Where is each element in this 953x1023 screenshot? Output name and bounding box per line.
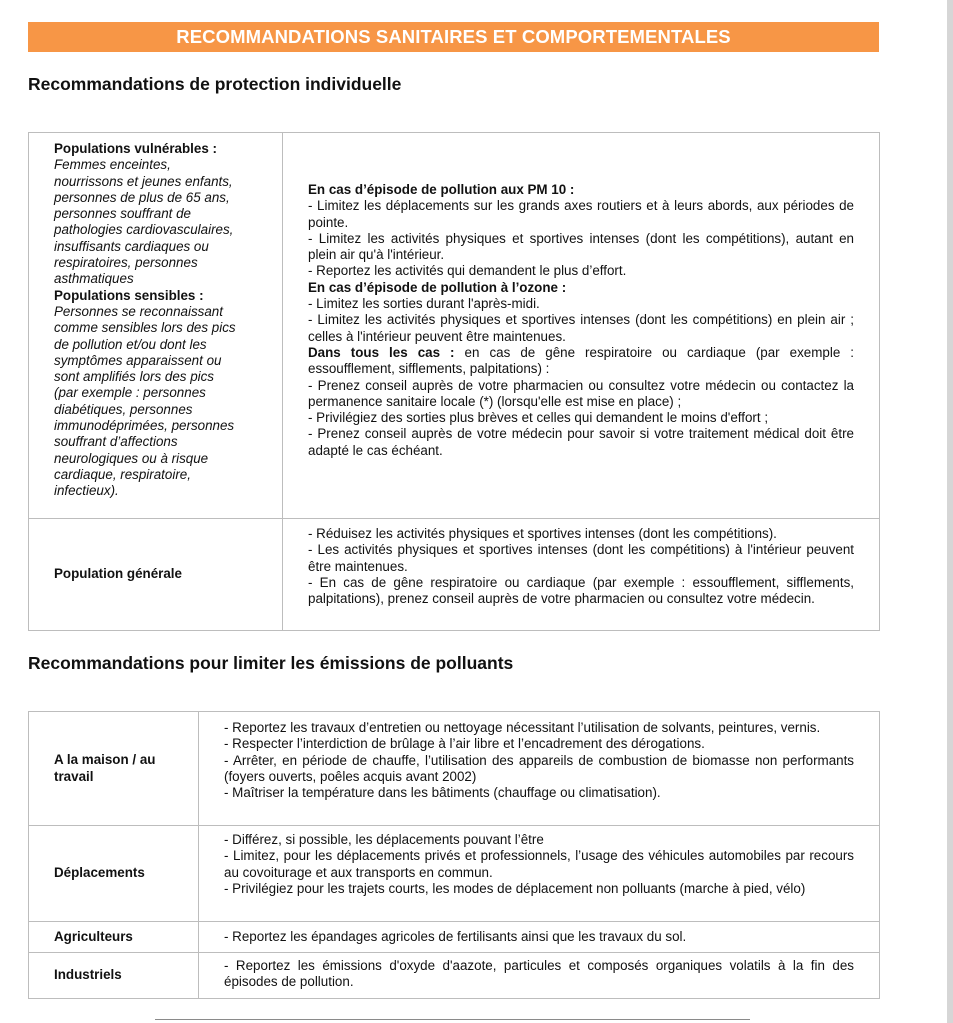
general-item: - En cas de gêne respiratoire ou cardiaque (par exemple : essoufflement, sifflements, palpitations), prenez conseil auprès de votre pharmacien ou consultez votre médecin.: [308, 574, 854, 607]
viewer-edge: [947, 0, 953, 1023]
table-row: [29, 922, 880, 953]
sensitive-line: de pollution et/ou dont les: [54, 336, 207, 352]
all-cases-paragraph: [308, 345, 854, 378]
sensitive-line: immunodéprimées, personnes: [54, 418, 235, 434]
sensitive-line: diabétiques, personnes: [54, 401, 193, 417]
advice-item: - Reportez les travaux d’entretien ou nettoyage nécessitant l’utilisation de solvants, peintures, vernis.: [224, 720, 821, 735]
sensitive-line: sont amplifiés lors des pics: [54, 369, 215, 385]
ozone-item: - Limitez les sorties durant l'après-midi.: [308, 296, 540, 312]
vulnerable-line: Femmes enceintes,: [54, 157, 171, 173]
sensitive-heading: Populations sensibles :: [54, 287, 204, 303]
pm10-item: - Limitez les déplacements sur les grands axes routiers et à leurs abords, aux périodes de pointe.: [308, 198, 854, 230]
advice-item: - Reportez les émissions d'oxyde d'aazote, particules et composés organiques volatils à la fin des épisodes de pollution.: [224, 958, 854, 990]
table-row: [29, 953, 880, 999]
advice-item: - Arrêter, en période de chauffe, l’utilisation des appareils de combustion de biomasse non performants (foyers ouverts, poêles acquis avant 2002): [224, 752, 854, 784]
vulnerable-line: asthmatiques: [54, 271, 134, 287]
row-label-travel: Déplacements: [29, 826, 199, 922]
all-cases-item: - Privilégiez des sorties plus brèves et celles qui demandent le moins d'effort ;: [308, 410, 769, 426]
sensitive-line: neurologiques ou à risque: [54, 450, 209, 466]
sensitive-line: (par exemple : personnes: [54, 385, 206, 401]
ozone-item: - Limitez les activités physiques et sportives intenses (dont les compétitions) en plein air ; celles à l'intérieur peuvent être maintenues.: [308, 312, 854, 344]
table-row-general: [29, 519, 880, 631]
sensitive-line: Personnes se reconnaissant: [54, 303, 223, 319]
advice-item: - Maîtriser la température dans les bâtiments (chauffage ou climatisation).: [224, 785, 661, 801]
all-cases-item: - Prenez conseil auprès de votre médecin pour savoir si votre traitement médical doit être adapté le cas échéant.: [308, 426, 854, 458]
general-item: - Réduisez les activités physiques et sportives intenses (dont les compétitions).: [308, 526, 777, 541]
vulnerable-line: insuffisants cardiaques ou: [54, 238, 209, 254]
row-label-farmers: Agriculteurs: [29, 922, 199, 953]
sensitive-line: souffrant d’affections: [54, 434, 178, 450]
ozone-heading: En cas d’épisode de pollution à l’ozone :: [308, 279, 567, 295]
pm10-heading: En cas d’épisode de pollution aux PM 10 :: [308, 182, 575, 197]
page-banner: RECOMMANDATIONS SANITAIRES ET COMPORTEMENTALES: [28, 22, 879, 52]
general-population-label: Population générale: [29, 519, 283, 631]
row-advice-cell: [199, 712, 880, 826]
general-advice-cell: [283, 519, 880, 631]
section-title-emissions: Recommandations pour limiter les émissions de polluants: [28, 653, 514, 673]
advice-item: - Différez, si possible, les déplacements pouvant l’être: [224, 832, 544, 847]
advice-item: - Respecter l’interdiction de brûlage à l’air libre et l’encadrement des dérogations.: [224, 736, 705, 752]
section-title-protection: Recommandations de protection individuelle: [28, 74, 402, 94]
advice-item: - Reportez les épandages agricoles de fertilisants ainsi que les travaux du sol.: [224, 928, 687, 944]
sensitive-line: cardiaque, respiratoire,: [54, 466, 191, 482]
all-cases-heading: Dans tous les cas :: [308, 344, 455, 360]
table-row: [29, 826, 880, 922]
pm10-item: - Limitez les activités physiques et sportives intenses (dont les compétitions), autant en plein air qu'à l'intérieur.: [308, 230, 854, 263]
vulnerable-line: nourrissons et jeunes enfants,: [54, 173, 233, 189]
row-label-home-work: A la maison / au travail: [29, 712, 199, 826]
sensitive-line: symptômes apparaissent ou: [54, 352, 222, 368]
vulnerable-line: respiratoires, personnes: [54, 255, 198, 271]
vulnerable-line: personnes souffrant de: [54, 206, 191, 222]
all-cases-intro: en cas de gêne respiratoire ou cardiaque (par exemple : essoufflement, sifflements, palpitations) :: [308, 344, 855, 377]
general-item: - Les activités physiques et sportives intenses (dont les compétitions) à l'intérieur peuvent être maintenues.: [308, 542, 854, 574]
pm10-item: - Reportez les activités qui demandent le plus d’effort.: [308, 263, 627, 279]
episode-advice-cell: [283, 133, 880, 519]
table-row-vulnerable: [29, 133, 880, 519]
all-cases-item: - Prenez conseil auprès de votre pharmacien ou consultez votre médecin ou contactez la permanence sanitaire locale (*) (lorsqu'elle est mise en place) ;: [308, 377, 854, 409]
vulnerable-line: pathologies cardiovasculaires,: [54, 222, 234, 238]
sensitive-line: comme sensibles lors des pics: [54, 320, 236, 336]
footer-divider: [155, 1019, 750, 1020]
table-row: [29, 712, 880, 826]
row-advice-cell: [199, 953, 880, 999]
sensitive-line: infectieux).: [54, 483, 119, 499]
vulnerable-line: personnes de plus de 65 ans,: [54, 189, 230, 205]
vulnerable-heading: Populations vulnérables :: [54, 141, 217, 156]
advice-item: - Limitez, pour les déplacements privés et professionnels, l’usage des véhicules automobiles par recours au covoiturage et aux transports en commun.: [224, 848, 854, 880]
row-advice-cell: [199, 922, 880, 953]
advice-item: - Privilégiez pour les trajets courts, les modes de déplacement non polluants (marche à pied, vélo): [224, 880, 806, 896]
populations-cell: [29, 133, 283, 519]
protection-table: [28, 132, 880, 631]
row-label-industry: Industriels: [29, 953, 199, 999]
row-advice-cell: [199, 826, 880, 922]
emissions-table: [28, 711, 880, 999]
